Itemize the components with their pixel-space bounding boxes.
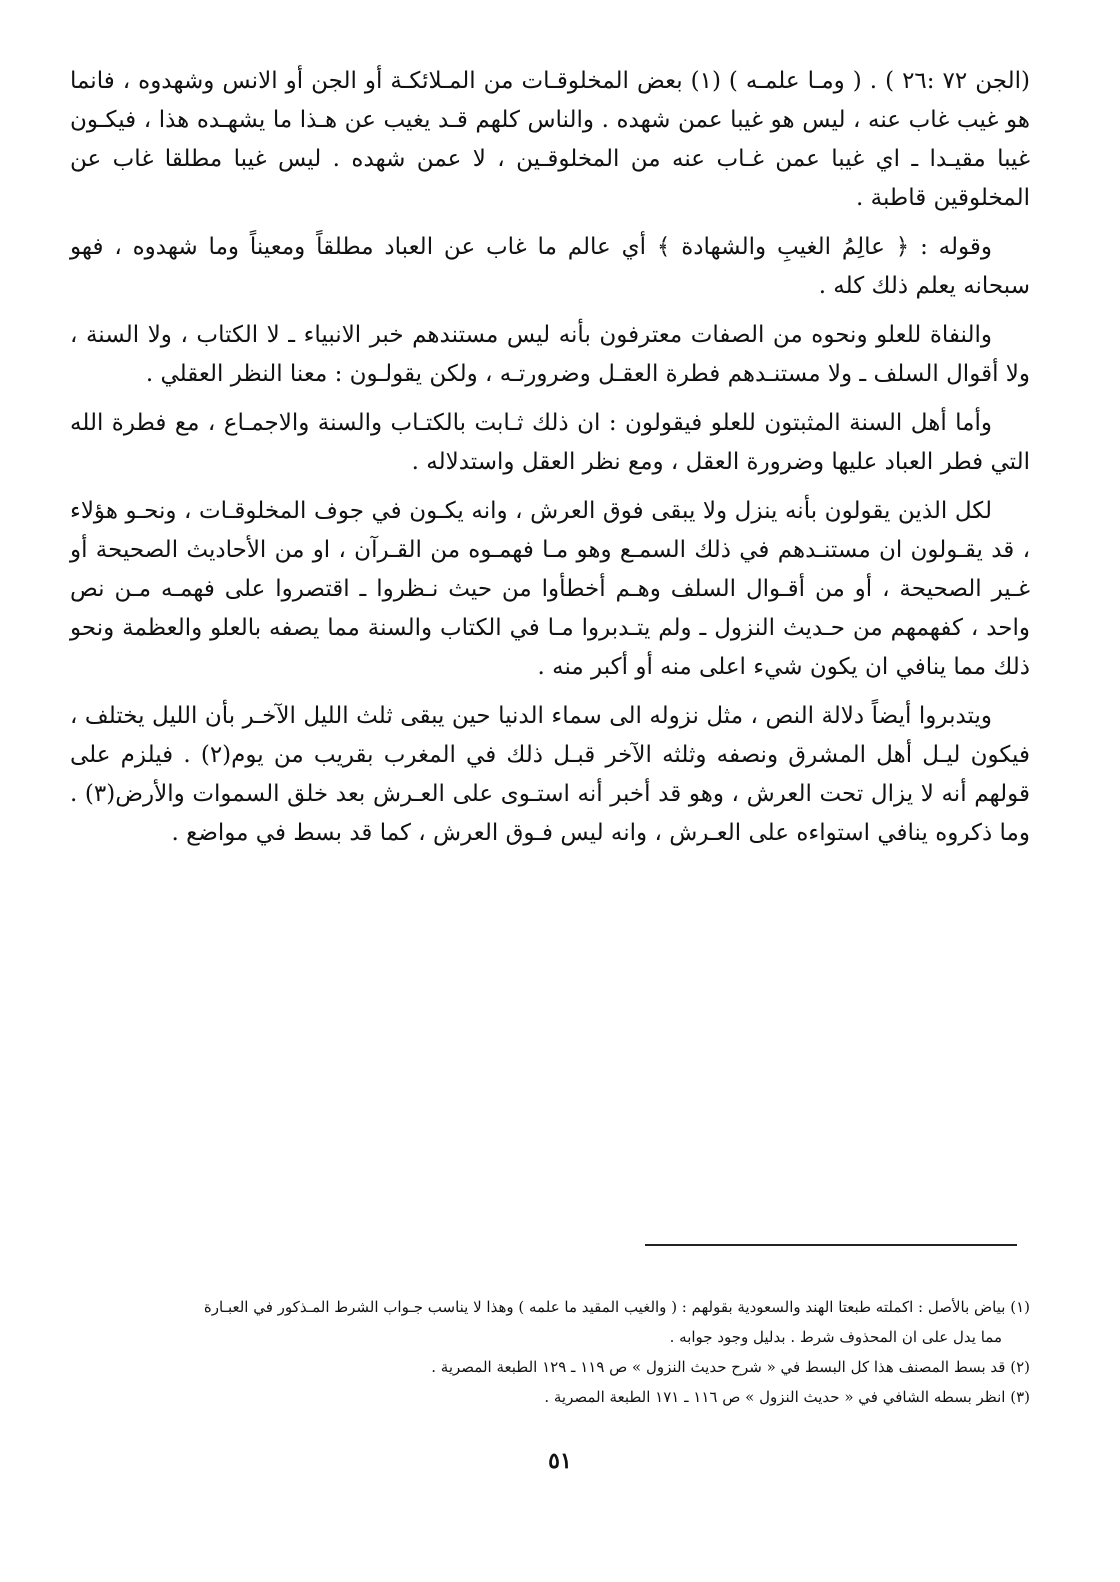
footnote-3: (٣) انظر بسطه الشافي في « حديث النزول » ص ١١٦ ـ ١٧١ الطبعة المصرية . [544,1388,1030,1406]
paragraph: ويتدبروا أيضاً دلالة النص ، مثل نزوله الى سماء الدنيا حين يبقى ثلث الليل الآخـر بأن الليل يختلف ، فيكون ليـل أهل المشرق ونصفه وثلثه الآخر قبـل ذلك في المغرب بقريب من يوم(٢) . فيلزم على قولهم أنه لا يزال تحت العرش ، وهو قد أخبر أنه استـوى على العـرش بعد خلق السموات والأرض(٣) . وما ذكروه ينافي استواءه على العـرش ، وانه ليس فـوق العرش ، كما قد بسط في مواضع . [70,703,1030,846]
footnote-separator [645,1244,1017,1246]
footnote-1: (١) بياض بالأصل : اكملته طبعتا الهند والسعودية بقولهم : ( والغيب المقيد ما علمه ) وهذا لا يناسب جـواب الشرط المـذكور في العبـارة [203,1298,1030,1316]
paragraph: والنفاة للعلو ونحوه من الصفات معترفون بأنه ليس مستندهم خبر الانبياء ـ لا الكتاب ، ولا السنة ، ولا أقوال السلف ـ ولا مستنـدهم فطرة العقـل وضرورتـه ، ولكن يقولـون : معنا النظر العقلي . [70,322,1030,387]
footnotes-block [70,1292,1030,1412]
paragraph: وقوله : ﴿ عالِمُ الغيبِ والشهادة ﴾ أي عالم ما غاب عن العباد مطلقاً ومعيناً وما شهدوه ، فهو سبحانه يعلم ذلك كله . [70,234,1030,299]
main-text-block [70,62,1030,863]
page-number: ٥١ [548,1448,572,1474]
paragraph: وأما أهل السنة المثبتون للعلو فيقولون : ان ذلك ثـابت بالكتـاب والسنة والاجمـاع ، مع فطرة الله التي فطر العباد عليها وضرورة العقل ، ومع نظر العقل واستدلاله . [70,410,1030,475]
paragraph: (الجن ٧٢ :٢٦ ) . ( ومـا علمـه ) (١) بعض المخلوقـات من المـلائكـة أو الجن أو الانس وشهدوه ، فانما هو غيب غاب عنه ، ليس هو غيبا عمن شهده . والناس كلهم قـد يغيب عن هـذا ما يشهـده هذا ، فيكـون غيبا مقيـدا ـ اي غيبا عمن غـاب عنه من المخلوقـين ، لا عمن شهده . ليس غيبا مطلقا غاب عن المخلوقين قاطبة . [70,68,1030,211]
paragraph: لكل الذين يقولون بأنه ينزل ولا يبقى فوق العرش ، وانه يكـون في جوف المخلوقـات ، ونحـو هؤلاء ، قد يقـولون ان مستنـدهم في ذلك السمـع وهو مـا فهمـوه من القـرآن ، او من الأحاديث الصحيحة أو غـير الصحيحة ، أو من أقـوال السلف وهـم أخطأوا من حيث نـظروا ـ اقتصروا على فهمـه مـن نص واحد ، كفهمهم من حـديث النزول ـ ولم يتـدبروا مـا في الكتاب والسنة مما يصفه بالعلو والعظمة ونحو ذلك مما ينافي ان يكون شيء اعلى منه أو أكبر منه . [70,498,1030,680]
footnote-1-continuation: مما يدل على ان المحذوف شرط . بدليل وجود جوابه . [669,1328,1002,1346]
footnote-2: (٢) قد بسط المصنف هذا كل البسط في « شرح حديث النزول » ص ١١٩ ـ ١٢٩ الطبعة المصرية . [431,1358,1030,1376]
